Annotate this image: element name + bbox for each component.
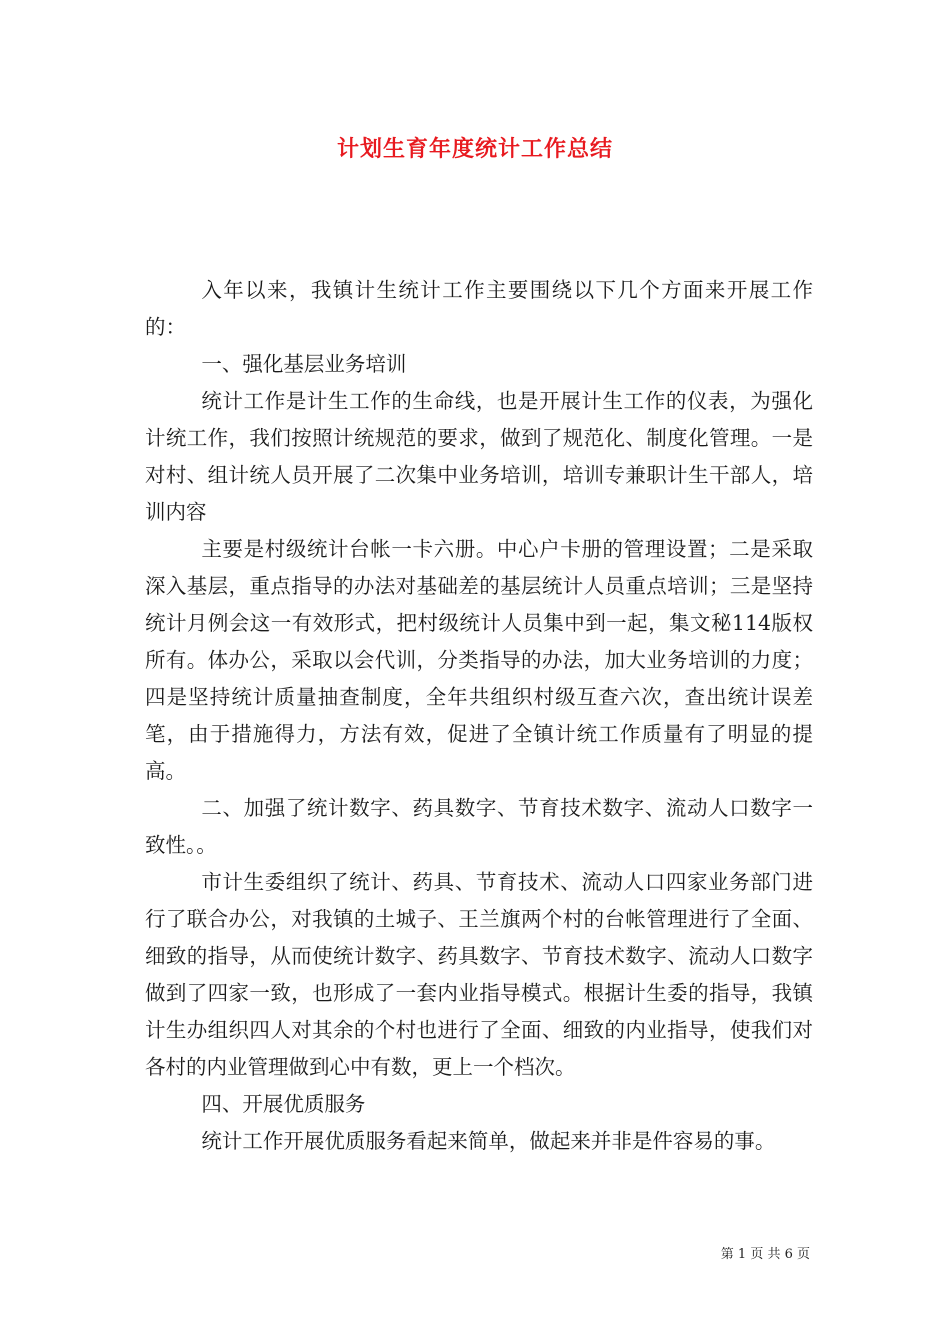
paragraph-service: 统计工作开展优质服务看起来简单，做起来并非是件容易的事。	[201, 1129, 776, 1153]
paragraph-training-1: 统计工作是计生工作的生命线，也是开展计生工作的仪表，为强化计统工作，我们按照计统规范的要求，做到了规范化、制度化管理。一是对村、组计统人员开展了二次集中业务培训，培训专兼职计生干部人，培训内容	[145, 389, 813, 524]
section-heading-4: 四、开展优质服务	[201, 1092, 366, 1116]
paragraph-training-2: 主要是村级统计台帐一卡六册。中心户卡册的管理设置；二是采取深入基层，重点指导的办法对基础差的基层统计人员重点培训；三是坚持统计月例会这一有效形式，把村级统计人员集中到一起，集文秘114版权所有。体办公，采取以会代训，分类指导的办法，加大业务培训的力度；四是坚持统计质量抽查制度，全年共组织村级互查六次，查出统计误差笔，由于措施得力，方法有效，促进了全镇计统工作质量有了明显的提高。	[145, 537, 813, 783]
page-number-footer: 第 1 页 共 6 页	[720, 1247, 810, 1262]
document-body	[145, 272, 813, 1160]
paragraph-consistency: 市计生委组织了统计、药具、节育技术、流动人口四家业务部门进行了联合办公，对我镇的土城子、王兰旗两个村的台帐管理进行了全面、细致的指导，从而使统计数字、药具数字、节育技术数字、流动人口数字做到了四家一致，也形成了一套内业指导模式。根据计生委的指导，我镇计生办组织四人对其余的个村也进行了全面、细致的内业指导，使我们对各村的内业管理做到心中有数，更上一个档次。	[145, 870, 813, 1079]
document-title: 计划生育年度统计工作总结	[336, 136, 613, 162]
section-heading-2: 二、加强了统计数字、药具数字、节育技术数字、流动人口数字一致性。。	[145, 796, 813, 857]
paragraph-intro: 入年以来，我镇计生统计工作主要围绕以下几个方面来开展工作的：	[145, 278, 813, 339]
section-heading-1: 一、强化基层业务培训	[201, 352, 407, 376]
